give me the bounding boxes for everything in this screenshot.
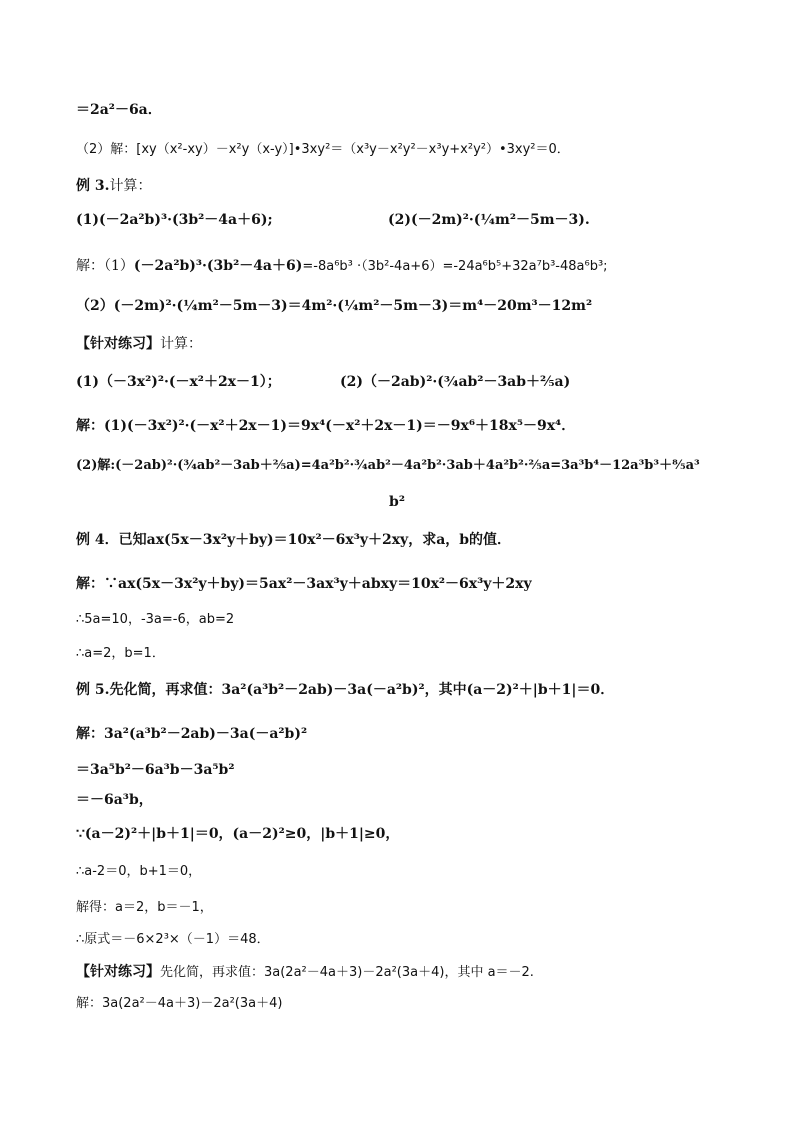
practice-1-solution-2: (2)解:(－2ab)²·(¾ab²－3ab＋⅖a)=4a²b²·¾ab²－4a²b²·3ab＋4a²b²·⅖a=3a³b⁴－12a³b³＋⁸⁄₅a³ (76, 458, 700, 473)
example-label: 例 3. (76, 178, 110, 194)
example-4-solution-2: ∴5a=10，-3a=-6，ab=2 (76, 612, 235, 627)
example-body: 已知ax(5x－3x²y＋by)＝10x²－6x³y＋2xy，求a，b的值． (118, 532, 512, 548)
example-5-solution-3: ＝－6a³b， (76, 792, 153, 808)
solution-expr: [xy（x²-xy）－x²y（x-y）]•3xy²＝（x³y－x²y²－x³y+x²y²）•3xy²＝0． (136, 142, 570, 157)
example-5-solution-2: ＝3a⁵b²－6a³b－3a⁵b² (76, 762, 235, 778)
example-5-solution-5: ∴a-2＝0，b+1＝0， (76, 864, 202, 879)
practice-1-solution-2-tail: b² (389, 494, 405, 510)
solution-prefix: 解：（1） (76, 258, 134, 274)
example-4-solution-1: 解：∵ax(5x－3x²y＋by)＝5ax²－3ax³y＋abxy＝10x²－6x³y＋2xy (76, 576, 532, 592)
example-3-solution-1 (76, 256, 608, 277)
solution-expr-tail: =-8a⁶b³ ·（3b²-4a+6）=-24a⁶b⁵+32a⁷b³-48a⁶b³; (302, 259, 608, 274)
example-5-solution-6: 解得：a＝2，b＝－1， (76, 900, 213, 915)
practice-2-solution-1: 解：3a(2a²－4a＋3)－2a²(3a＋4) (76, 996, 283, 1011)
example-3-question-2: (2)(－2m)²·(¼m²－5m－3). (388, 212, 590, 228)
line-solution-2 (76, 140, 570, 160)
example-3-heading (76, 176, 152, 196)
solution-label: （2）解： (76, 142, 137, 157)
practice-2-heading (76, 962, 534, 983)
example-4-solution-3: ∴a=2，b=1． (76, 646, 165, 661)
practice-title: 计算： (160, 336, 202, 352)
example-5-heading (76, 680, 614, 700)
example-label: 例 4． (76, 532, 119, 548)
practice-1-question-2: (2)（－2ab)²·(¾ab²－3ab＋⅖a) (340, 374, 571, 390)
example-5-solution-1: 解：3a²(a³b²－2ab)－3a(－a²b)² (76, 726, 308, 742)
example-3-question-1: (1)(－2a²b)³·(3b²－4a＋6); (76, 212, 273, 228)
line-result-1: ＝2a²－6a． (76, 102, 162, 118)
solution-expr-main: (－2a²b)³·(3b²－4a＋6) (133, 258, 303, 274)
example-title: 计算： (109, 178, 152, 194)
example-label: 例 5. (76, 682, 110, 698)
example-4-heading (76, 530, 511, 550)
practice-1-heading (76, 334, 202, 354)
practice-body: 先化简，再求值：3a(2a²－4a＋3)－2a²(3a＋4)，其中 a＝－2. (160, 965, 534, 980)
example-3-solution-2: （2）(－2m)²·(¼m²－5m－3)＝4m²·(¼m²－5m－3)＝m⁴－20m³－12m² (76, 298, 593, 314)
practice-label: 【针对练习】 (76, 964, 160, 980)
example-body: 先化简，再求值：3a²(a³b²－2ab)－3a(－a²b)²，其中(a－2)²＋|b＋1|＝0． (109, 682, 615, 698)
practice-1-solution-1: 解：(1)(－3x²)²·(－x²＋2x－1)＝9x⁴(－x²＋2x－1)＝－9x⁶＋18x⁵－9x⁴． (76, 418, 576, 434)
practice-1-question-1: (1)（－3x²)²·(－x²＋2x－1）； (76, 374, 281, 390)
practice-label: 【针对练习】 (76, 336, 160, 352)
example-5-solution-7: ∴原式＝－6×2³×（－1）＝48． (76, 932, 270, 947)
example-5-solution-4: ∵(a－2)²＋|b＋1|＝0，(a－2)²≥0，|b＋1|≥0， (76, 826, 400, 842)
